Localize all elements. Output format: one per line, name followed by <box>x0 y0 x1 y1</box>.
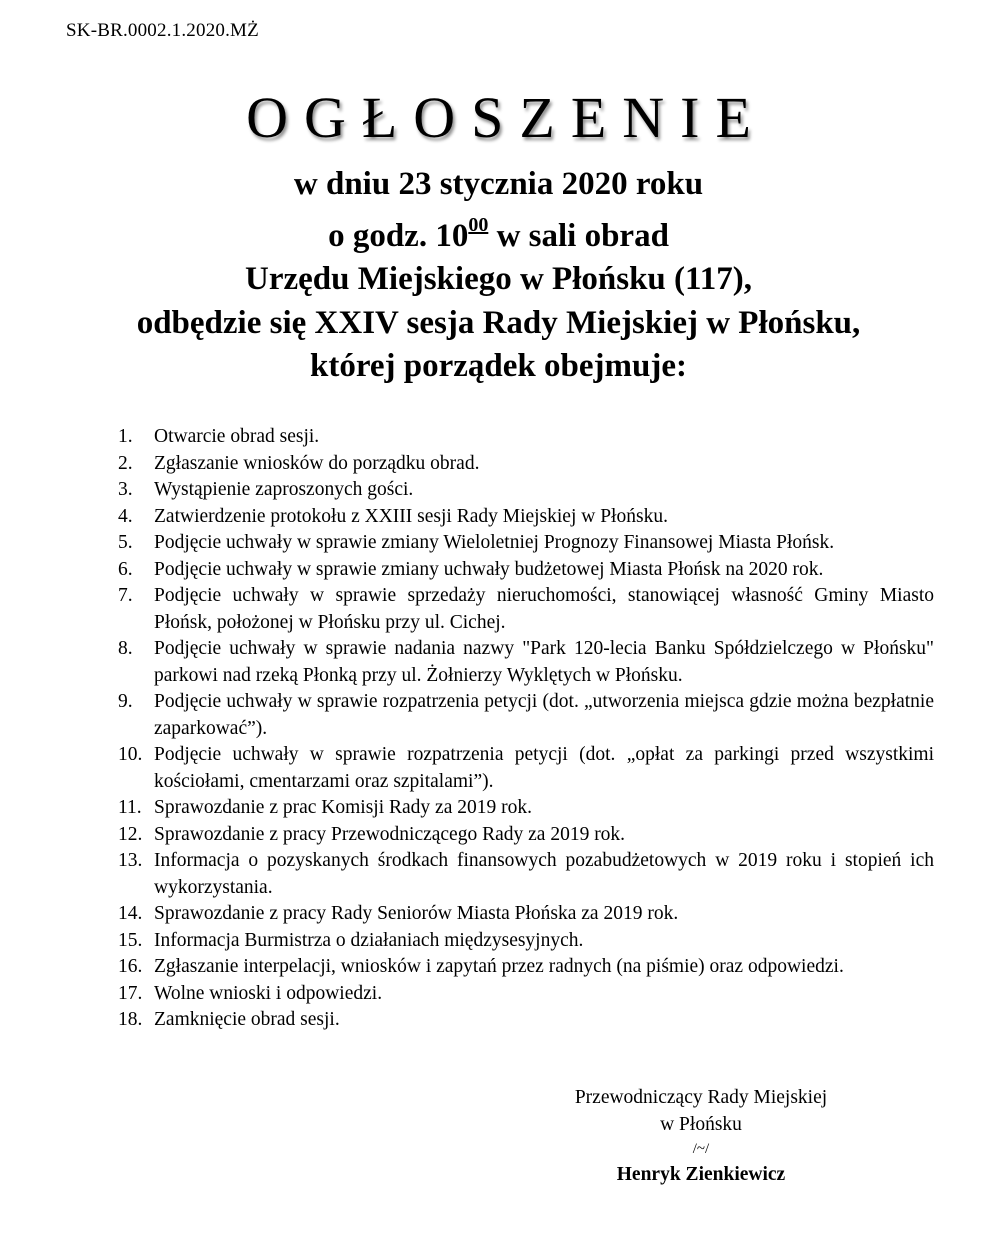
agenda-item <box>118 424 934 451</box>
session-line: odbędzie się XXIV sesja Rady Miejskiej w Płońsku, <box>136 304 861 341</box>
agenda-item <box>118 795 934 822</box>
signature-mark: /~/ <box>692 1141 710 1157</box>
agenda-item-number: 5. <box>118 532 133 553</box>
agenda-item <box>118 504 934 531</box>
agenda-item-number: 10. <box>118 744 143 765</box>
agenda-item-number: 18. <box>118 1009 143 1030</box>
agenda-item <box>118 557 934 584</box>
announcement-details <box>0 163 997 389</box>
document-reference-number: SK-BR.0002.1.2020.MŻ <box>66 20 259 41</box>
agenda-item <box>118 848 934 901</box>
agenda-item-number: 17. <box>118 982 143 1004</box>
agenda-item <box>118 1007 934 1034</box>
agenda-item-number: 15. <box>118 929 143 951</box>
agenda-item-text: Informacja o pozyskanych środkach finansowych pozabudżetowych w 2019 roku i stopień ich wykorzystania. <box>154 850 934 898</box>
meeting-time-hour: o godz. 10 <box>328 217 469 254</box>
agenda-item-number: 13. <box>118 850 143 871</box>
meeting-place-line: Urzędu Miejskiego w Płońsku (117), <box>245 261 752 297</box>
agenda-item-text: Podjęcie uchwały w sprawie nadania nazwy "Park 120-lecia Banku Spółdzielczego w Płońsku" parkowi nad rzeką Płonką przy ul. Żołnierzy Wyklętych w Płońsku. <box>154 638 934 686</box>
meeting-time-minutes: 00 <box>468 213 489 236</box>
agenda-item <box>118 451 934 478</box>
meeting-date-line: w dniu 23 stycznia 2020 roku <box>293 166 704 202</box>
signature-title: Przewodniczący Rady Miejskiej <box>574 1087 828 1108</box>
agenda-item-text: Zatwierdzenie protokołu z XXIII sesji Rady Miejskiej w Płońsku. <box>154 505 668 527</box>
agenda-item-number: 16. <box>118 956 143 977</box>
agenda-item-text: Sprawozdanie z pracy Przewodniczącego Rady za 2019 rok. <box>154 823 626 845</box>
agenda-item <box>118 928 934 955</box>
agenda-item-text: Podjęcie uchwały w sprawie zmiany uchwały budżetowej Miasta Płońsk na 2020 rok. <box>154 558 824 580</box>
agenda-item-text: Wystąpienie zaproszonych gości. <box>154 479 414 500</box>
agenda-intro-line: której porządek obejmuje: <box>310 348 687 384</box>
agenda-item-number: 7. <box>118 585 133 606</box>
signatory-name: Henryk Zienkiewicz <box>616 1164 786 1185</box>
agenda-item-number: 4. <box>118 505 133 527</box>
agenda-item-text: Podjęcie uchwały w sprawie rozpatrzenia petycji (dot. „opłat za parkingi przed wszystkimi kościołami, cmentarzami oraz szpitalami”). <box>154 744 934 792</box>
agenda-item-text: Informacja Burmistrza o działaniach międzysesyjnych. <box>154 929 584 951</box>
agenda-item-text: Zamknięcie obrad sesji. <box>154 1009 340 1030</box>
agenda-item-text: Podjęcie uchwały w sprawie rozpatrzenia petycji (dot. „utworzenia miejsca gdzie można bezpłatnie zaparkować”). <box>154 691 934 739</box>
agenda-item <box>118 742 934 795</box>
agenda-item-number: 14. <box>118 903 143 924</box>
agenda-item-number: 3. <box>118 479 133 500</box>
agenda-item-text: Otwarcie obrad sesji. <box>154 426 320 447</box>
agenda-item-text: Zgłaszanie wniosków do porządku obrad. <box>154 452 480 474</box>
agenda-item-number: 9. <box>118 691 133 712</box>
agenda-item <box>118 583 934 636</box>
agenda-item-number: 8. <box>118 638 133 659</box>
agenda-item-number: 1. <box>118 426 133 447</box>
meeting-time-room: w sali obrad <box>488 217 669 254</box>
agenda-item-text: Sprawozdanie z pracy Rady Seniorów Miasta Płońska za 2019 rok. <box>154 903 679 924</box>
signature-location: w Płońsku <box>660 1113 742 1135</box>
agenda-item-text: Sprawozdanie z prac Komisji Rady za 2019 rok. <box>154 797 532 818</box>
agenda-item <box>118 530 934 557</box>
agenda-item-number: 2. <box>118 452 133 474</box>
agenda-item-number: 12. <box>118 823 143 845</box>
agenda-item <box>118 981 934 1008</box>
agenda-item <box>118 477 934 504</box>
agenda-item <box>118 822 934 849</box>
agenda-item-text: Wolne wnioski i odpowiedzi. <box>154 982 383 1004</box>
agenda-item-number: 6. <box>118 558 133 580</box>
agenda-item <box>118 636 934 689</box>
agenda-item-text: Podjęcie uchwały w sprawie sprzedaży nieruchomości, stanowiącej własność Gminy Miasto Płońsk, położonej w Płońsku przy ul. Cichej. <box>154 585 934 633</box>
agenda-item-text: Podjęcie uchwały w sprawie zmiany Wieloletniej Prognozy Finansowej Miasta Płońsk. <box>154 532 835 553</box>
signature-block <box>510 1085 892 1189</box>
agenda-item-text: Zgłaszanie interpelacji, wniosków i zapytań przez radnych (na piśmie) oraz odpowiedzi. <box>154 956 844 977</box>
agenda-item <box>118 901 934 928</box>
agenda-list <box>118 424 934 1034</box>
agenda-item <box>118 689 934 742</box>
meeting-time-line <box>0 207 997 259</box>
document-heading: OGŁOSZENIE <box>246 85 767 150</box>
agenda-item <box>118 954 934 981</box>
agenda-item-number: 11. <box>118 797 142 818</box>
